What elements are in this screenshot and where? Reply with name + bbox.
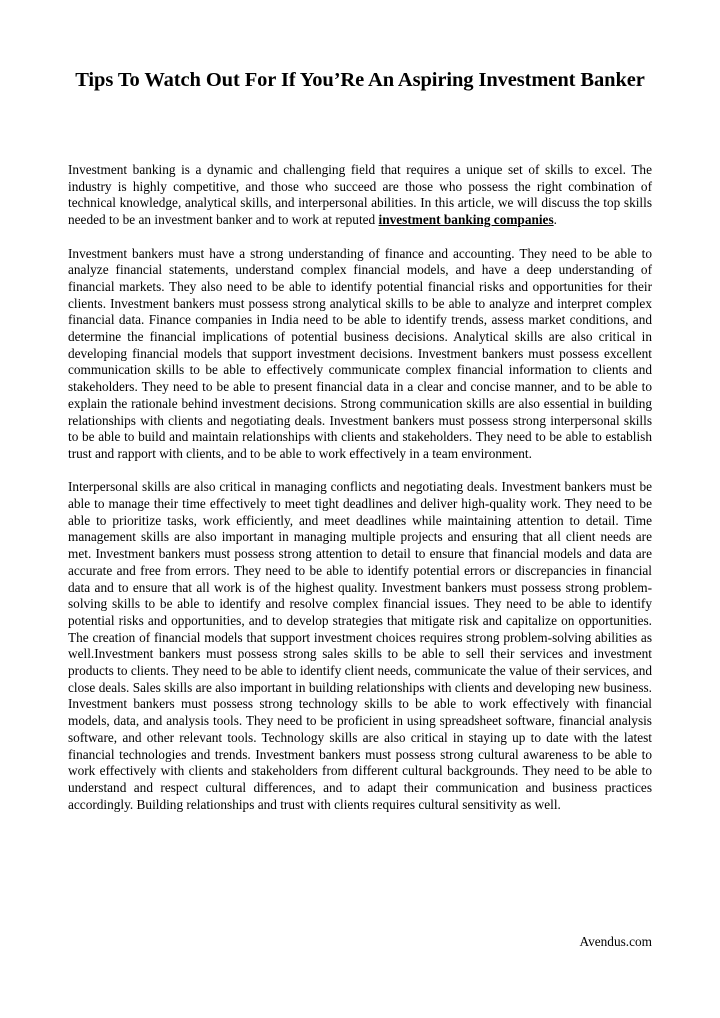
paragraph-skills-finance: Investment bankers must have a strong understanding of finance and accounting. They need to be able to analyze financial statements, understand complex financial models, and have a deep understanding of financial markets. They also need to be able to identify potential financial risks and opportunities for their clients. Investment bankers must possess strong analytical skills to be able to analyze and interpret complex financial data. Finance companies in India need to be able to identify trends, assess market conditions, and determine the financial implications of potential business decisions. Analytical skills are also critical in developing financial models that support investment decisions. Investment bankers must possess excellent communication skills to be able to effectively communicate complex financial information to clients and stakeholders. They need to be able to present financial data in a clear and concise manner, and to be able to explain the rationale behind investment decisions. Strong communication skills are also essential in building relationships with clients and negotiating deals. Investment bankers must possess strong interpersonal skills to be able to build and maintain relationships with clients and stakeholders. They need to be able to establish trust and rapport with clients, and to be able to work effectively in a team environment. xyxy=(68,245,652,461)
paragraph-intro-text: Investment banking is a dynamic and challenging field that requires a unique set of skills to excel. The industry is highly competitive, and those who succeed are those who possess the right combination of technical knowledge, analytical skills, and interpersonal abilities. In this article, we will discuss the top skills needed to be an investment banker and to work at reputed xyxy=(68,162,652,228)
paragraph-intro xyxy=(68,162,652,229)
footer-source: Avendus.com xyxy=(579,934,652,949)
article-body xyxy=(68,162,652,830)
page-title: Tips To Watch Out For If You’Re An Aspiring Investment Banker xyxy=(75,69,645,91)
paragraph-skills-interpersonal: Interpersonal skills are also critical in managing conflicts and negotiating deals. Investment bankers must be able to manage their time effectively to meet tight deadlines and deliver high-quality work. They need to be able to prioritize tasks, work efficiently, and meet deadlines while maintaining attention to detail. Time management skills are also important in managing multiple projects and ensuring that all client needs are met. Investment bankers must possess strong attention to detail to ensure that financial models and data are accurate and free from errors. They need to be able to identify potential errors or discrepancies in financial data and to ensure that all work is of the highest quality. Investment bankers must possess strong problem-solving skills to be able to identify and resolve complex financial issues. They need to be able to identify potential risks and opportunities, and to develop strategies that mitigate risk and capitalize on opportunities. The creation of financial models that support investment choices requires strong problem-solving abilities as well.Investment bankers must possess strong sales skills to be able to sell their services and investment products to clients. They need to be able to identify client needs, communicate the value of their services, and close deals. Sales skills are also important in building relationships with clients and developing new business. Investment bankers must possess strong technology skills to be able to work effectively with financial models, data, and analysis tools. They need to be proficient in using spreadsheet software, financial analysis software, and other relevant tools. Technology skills are also critical in staying up to date with the latest financial technologies and trends. Investment bankers must possess strong cultural awareness to be able to work effectively with clients and stakeholders from different cultural backgrounds. They need to be able to understand and respect cultural differences, and to adapt their communication and business practices accordingly. Building relationships and trust with clients requires cultural sensitivity as well. xyxy=(68,479,652,812)
paragraph-intro-end: . xyxy=(553,212,557,228)
investment-banking-companies-link[interactable]: investment banking companies xyxy=(378,212,554,228)
